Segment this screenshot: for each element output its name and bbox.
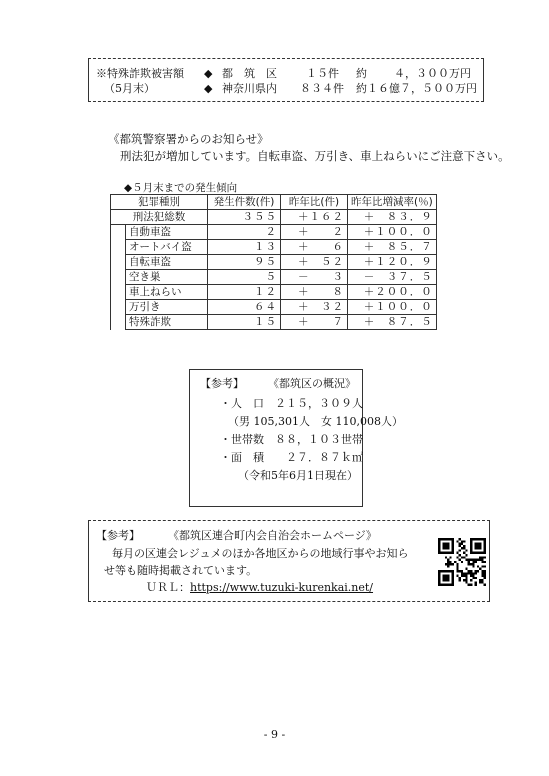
- fraud-summary-box: [88, 58, 484, 102]
- header-count: 発生件数(件): [208, 195, 281, 210]
- reference-line2: せ等も随時掲載されています。: [104, 564, 258, 577]
- qr-code-icon[interactable]: [438, 538, 486, 586]
- reference-title: 《都筑区連合町内会自治会ホームページ》: [168, 529, 377, 542]
- row-rate: ＋１００．０: [348, 225, 437, 240]
- table-row: [111, 300, 437, 315]
- row-category: 特殊詐欺: [126, 315, 208, 330]
- table-row-total: [111, 210, 437, 225]
- row-category: オートバイ盗: [126, 240, 208, 255]
- page-number: - 9 -: [263, 728, 286, 741]
- row-indent: [111, 255, 126, 270]
- row-rate: ＋１００．０: [348, 300, 437, 315]
- row-count: １５: [208, 315, 281, 330]
- row-category: 万引き: [126, 300, 208, 315]
- fraud-row-area: 神奈川県内: [222, 82, 277, 95]
- row-yoy: ＋ ３２: [281, 300, 348, 315]
- row-category: 車上ねらい: [126, 285, 208, 300]
- table-header-row: [111, 195, 437, 210]
- header-rate: 昨年比増減率(％): [348, 195, 437, 210]
- table-row: [111, 240, 437, 255]
- table-row: [111, 225, 437, 240]
- table-row: [111, 285, 437, 300]
- row-rate: － ３７．５: [348, 270, 437, 285]
- fraud-row-area: 都 筑 区: [222, 67, 277, 80]
- fraud-row-marker: ◆: [204, 82, 213, 95]
- overview-asof: （令和5年6月1日現在）: [238, 469, 358, 482]
- row-yoy: ＋ ８: [281, 285, 348, 300]
- table-row: [111, 255, 437, 270]
- row-count: ５: [208, 270, 281, 285]
- reference-box: [88, 520, 490, 602]
- table-row: [111, 270, 437, 285]
- fraud-period: （5月末）: [104, 82, 155, 95]
- row-category: 空き巣: [126, 270, 208, 285]
- header-category: 犯罪種別: [111, 195, 208, 210]
- overview-households: ・世帯数 ８８，１０３世帯: [220, 433, 363, 446]
- row-indent: [111, 315, 126, 330]
- notice-body: 刑法犯が増加しています。自転車盗、万引き、車上ねらいにご注意下さい。: [120, 149, 510, 163]
- overview-area: ・面 積 ２７．８７ｋ㎡: [220, 451, 363, 464]
- fraud-row-count: ８３４件: [300, 82, 344, 95]
- row-count: １２: [208, 285, 281, 300]
- row-yoy: － ３: [281, 270, 348, 285]
- total-category: 刑法犯総数: [111, 210, 208, 225]
- row-indent: [111, 270, 126, 285]
- row-indent: [111, 240, 126, 255]
- reference-url-row: [146, 581, 373, 595]
- total-yoy: ＋１６２: [281, 210, 348, 225]
- fraud-row-amount: ４，３００万円: [394, 67, 471, 80]
- row-count: １３: [208, 240, 281, 255]
- row-yoy: ＋ ６: [281, 240, 348, 255]
- row-category: 自転車盗: [126, 255, 208, 270]
- row-rate: ＋ ８５．７: [348, 240, 437, 255]
- overview-population: ・人 口 ２１５，３０９人: [220, 397, 363, 410]
- total-count: ３５５: [208, 210, 281, 225]
- overview-breakdown: （男 105,301人 女 110,008人）: [228, 415, 403, 428]
- homepage-link[interactable]: https://www.tuzuki-kurenkai.net/: [190, 581, 374, 594]
- total-rate: ＋ ８３．９: [348, 210, 437, 225]
- overview-title: 《都筑区の概況》: [268, 377, 356, 390]
- notice-heading: 《都筑警察署からのお知らせ》: [108, 132, 269, 146]
- reference-tag: 【参考】: [96, 529, 140, 542]
- row-category: 自動車盗: [126, 225, 208, 240]
- fraud-label: ※特殊詐欺被害額: [96, 67, 184, 80]
- reference-line1: 毎月の区連会レジュメのほか各地区からの地域行事やお知ら: [112, 547, 409, 560]
- row-yoy: ＋ ７: [281, 315, 348, 330]
- overview-tag: 【参考】: [200, 377, 244, 390]
- row-rate: ＋２００．０: [348, 285, 437, 300]
- district-overview-box: [189, 369, 403, 507]
- fraud-row-approx: 約１６億７，５００万円: [356, 82, 477, 95]
- fraud-row-approx: 約: [356, 67, 367, 80]
- row-yoy: ＋ ５２: [281, 255, 348, 270]
- row-count: ２: [208, 225, 281, 240]
- trend-caption: ◆５月末までの発生傾向: [124, 182, 238, 194]
- header-yoy: 昨年比(件): [281, 195, 348, 210]
- fraud-row-count: １５件: [306, 67, 339, 80]
- row-rate: ＋ ８７．５: [348, 315, 437, 330]
- row-indent: [111, 300, 126, 315]
- row-count: ９５: [208, 255, 281, 270]
- row-indent: [111, 285, 126, 300]
- row-count: ６４: [208, 300, 281, 315]
- crime-trend-table: [110, 194, 437, 330]
- table-row: [111, 315, 437, 330]
- row-rate: ＋１２０．９: [348, 255, 437, 270]
- url-label: ＵＲＬ：: [146, 581, 190, 594]
- fraud-row-marker: ◆: [204, 67, 213, 80]
- row-yoy: ＋ ２: [281, 225, 348, 240]
- row-indent: [111, 225, 126, 240]
